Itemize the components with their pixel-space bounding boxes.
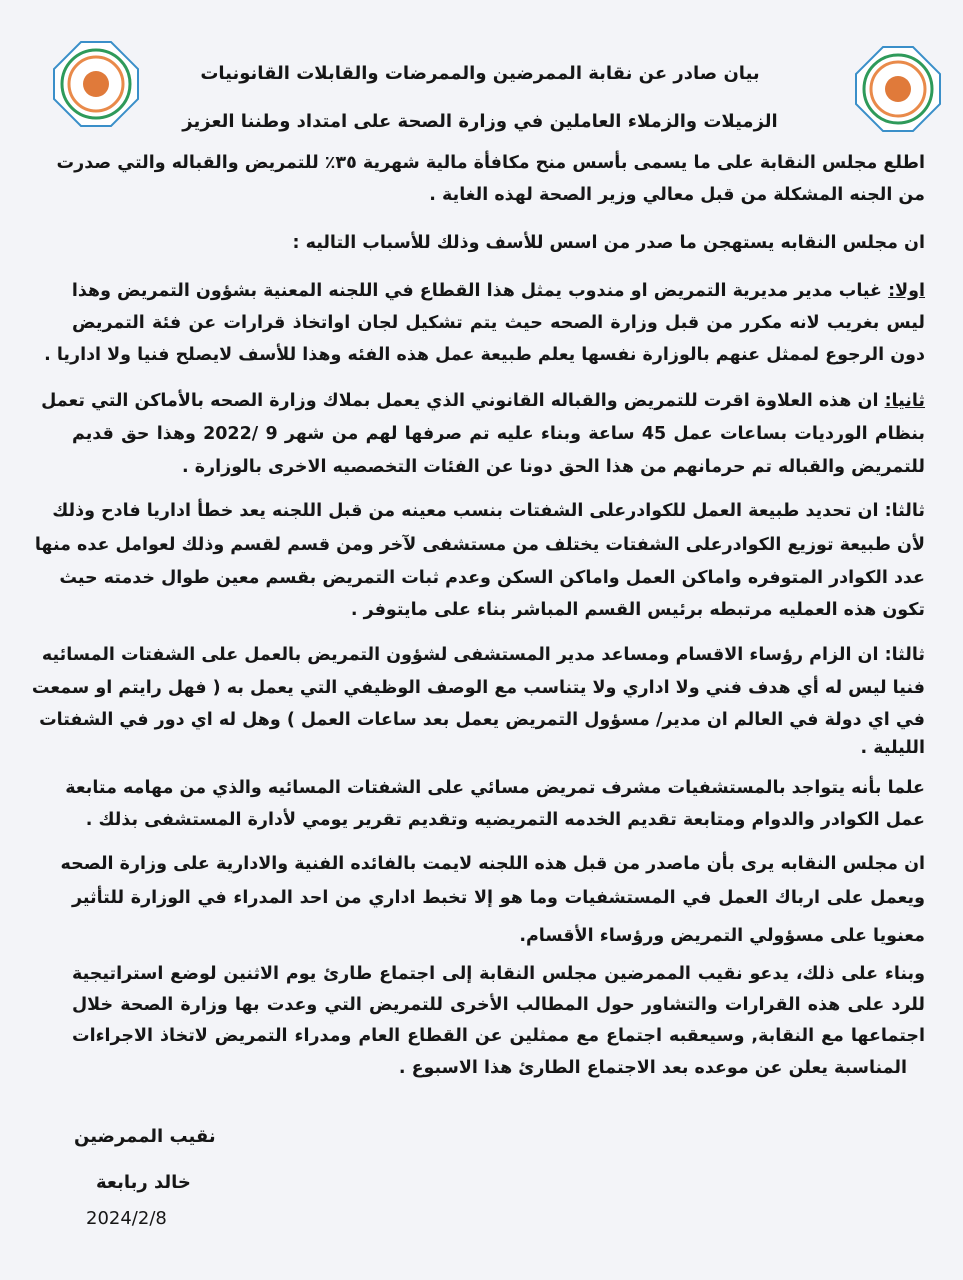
paragraph-line: ويعمل على ارباك العمل في المستشفيات وما هو إلا تخبط اداري من احد المدراء في الوزارة للتأثير [72, 888, 925, 908]
paragraph-line: دون الرجوع لممثل عنهم بالوزارة نفسها يعلم طبيعة عمل هذه الفئه وهذا للأسف لايصلح فنيا ولا اداريا . [44, 345, 925, 365]
signature-date: 2024/2/8 [86, 1208, 167, 1229]
paragraph-line: للتمريض والقباله تم حرمانهم من هذا الحق دونا عن الفئات التخصصيه الاخرى بالوزارة . [181, 457, 925, 477]
paragraph-line: ثالثا: ان الزام رؤساء الاقسام ومساعد مدير المستشفى لشؤون التمريض بالعمل على الشفتات المسائيه [41, 645, 925, 665]
paragraph-line: اجتماعها مع النقابة, وسيعقبه اجتماع مع ممثلين عن القطاع العام ومدراء التمريض لاتخاذ الاجراءات [72, 1026, 925, 1046]
paragraph-line: الليلية . [860, 738, 925, 758]
paragraph-line: علما بأنه يتواجد بالمستشفيات مشرف تمريض مسائي على الشفتات المسائيه والذي من مهامه متابعة [65, 778, 925, 798]
council-logo-left [52, 40, 140, 128]
paragraph-line [41, 389, 925, 413]
point-label: اولا: [888, 281, 925, 301]
signature-title: نقيب الممرضين [74, 1126, 216, 1147]
paragraph-line: اطلع مجلس النقابة على ما يسمى بأسس منح مكافأة مالية شهرية ٣٥٪ للتمريض والقباله والتي صدرت [56, 153, 925, 173]
paragraph-line: المناسبة يعلن عن موعده بعد الاجتماع الطارئ هذا الاسبوع . [398, 1058, 907, 1078]
title-line-1: بيان صادر عن نقابة الممرضين والممرضات والقابلات القانونيات [200, 63, 760, 84]
paragraph-line: عدد الكوادر المتوفره واماكن العمل واماكن السكن وعدم ثبات التمريض بقسم معين طوال خدمته حيث [59, 568, 925, 588]
paragraph-line [72, 279, 925, 303]
paragraph-line: وبناء على ذلك، يدعو نقيب الممرضين مجلس النقابة إلى اجتماع طارئ يوم الاثنين لوضع استراتيجية [72, 964, 925, 984]
paragraph-line: من الجنه المشكلة من قبل معالي وزير الصحة لهذه الغاية . [429, 185, 925, 205]
paragraph-line: للرد على هذه القرارات والتشاور حول المطالب الأخرى للتمريض التي وعدت بها وزارة الصحة خلال [72, 995, 925, 1015]
paragraph-line: فنيا ليس له أي هدف فني ولا اداري ولا يتناسب مع الوصف الوظيفي التي يعمل به ( فهل رايتم او سمعت [31, 678, 925, 698]
title-line-2: الزميلات والزملاء العاملين في وزارة الصحة على امتداد وطننا العزيز [182, 111, 778, 132]
paragraph-line: ان مجلس النقابه يستهجن ما صدر من اسس للأسف وذلك للأسباب التاليه : [292, 233, 925, 253]
line-text: ان هذه العلاوة اقرت للتمريض والقباله القانوني الذي يعمل بملاك وزارة الصحه بالأماكن التي تعمل [41, 391, 879, 411]
line-text: غياب مدير مديرية التمريض او مندوب يمثل هذا القطاع في اللجنه المعنية بشؤون التمريض وهذا [71, 281, 882, 301]
paragraph-line: ليس بغريب لانه مكرر من قبل وزارة الصحه حيث يتم تشكيل لجان اواتخاذ قرارات عن فئة التمريض [72, 313, 925, 333]
council-logo-right [854, 45, 942, 133]
paragraph-line: ثالثا: ان تحديد طبيعة العمل للكوادرعلى الشفتات بنسب معينه من قبل اللجنه يعد خطأ اداريا فادح وذلك [52, 501, 925, 521]
paragraph-line: تكون هذه العمليه مرتبطه برئيس القسم المباشر بناء على مايتوفر . [350, 600, 925, 620]
paragraph-line: لأن طبيعة توزيع الكوادرعلى الشفتات يختلف من مستشفى لآخر ومن قسم لقسم وذلك لعوامل عده منها [34, 535, 925, 555]
paragraph-line: معنويا على مسؤولي التمريض ورؤساء الأقسام. [519, 926, 925, 946]
paragraph-line: ان مجلس النقابه يرى بأن ماصدر من قبل هذه اللجنه لايمت بالفائده الفنية والادارية على وزارة الصحه [60, 854, 925, 874]
paragraph-line: في اي دولة في العالم ان مدير/ مسؤول التمريض يعمل بعد ساعات العمل ) وهل له اي دور في الشفتات [39, 710, 925, 730]
paragraph-line: عمل الكوادر والدوام ومتابعة تقديم الخدمه التمريضيه وتقديم تقرير يومي لأدارة المستشفى بذلك . [85, 810, 925, 830]
signature-name: خالد ربابعة [96, 1172, 191, 1193]
paragraph-line: بنظام الورديات بساعات عمل 45 ساعة وبناء عليه تم صرفها لهم من شهر 9 /2022 وهذا حق قديم [72, 424, 925, 444]
point-label: ثانيا: [884, 391, 925, 411]
